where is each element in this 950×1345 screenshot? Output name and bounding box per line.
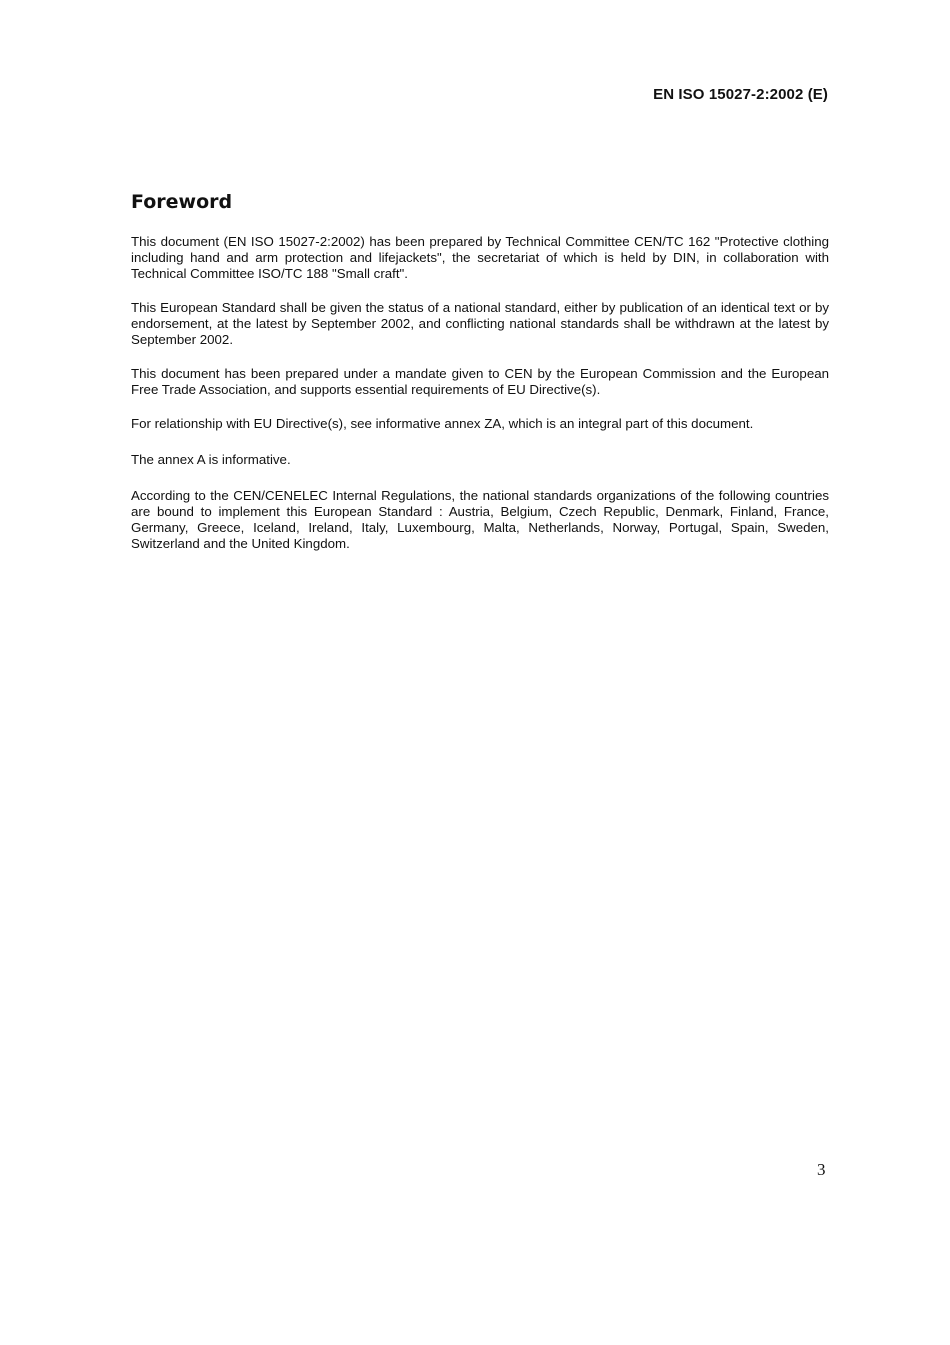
paragraph-status: This European Standard shall be given the status of a national standard, either by publication of an identical text or by endorsement, at the latest by September 2002, and conflicting national standards shall be withdrawn at the latest by September 2002. xyxy=(131,300,829,347)
paragraph-directive-relationship: For relationship with EU Directive(s), see informative annex ZA, which is an integral part of this document. xyxy=(131,416,754,431)
section-title: Foreword xyxy=(131,191,233,213)
paragraph-preparation: This document (EN ISO 15027-2:2002) has been prepared by Technical Committee CEN/TC 162 "Protective clothing including hand and arm protection and lifejackets", the secretariat of which is held by DIN, in collaboration with Technical Committee ISO/TC 188 "Small craft". xyxy=(131,234,829,281)
paragraph-annex: The annex A is informative. xyxy=(131,452,291,467)
paragraph-implementation: According to the CEN/CENELEC Internal Regulations, the national standards organizations of the following countries are bound to implement this European Standard : Austria, Belgium, Czech Republic, Denmark, Finland, France, Germany, Greece, Iceland, Ireland, Italy, Luxembourg, Malta, Netherlands, Norway, Portugal, Spain, Sweden, Switzerland and the United Kingdom. xyxy=(131,488,829,551)
foreword-body xyxy=(131,234,829,570)
paragraph-mandate: This document has been prepared under a mandate given to CEN by the European Commission and the European Free Trade Association, and supports essential requirements of EU Directive(s). xyxy=(131,366,829,397)
page-number: 3 xyxy=(817,1160,826,1179)
document-identifier: EN ISO 15027-2:2002 (E) xyxy=(653,86,828,103)
